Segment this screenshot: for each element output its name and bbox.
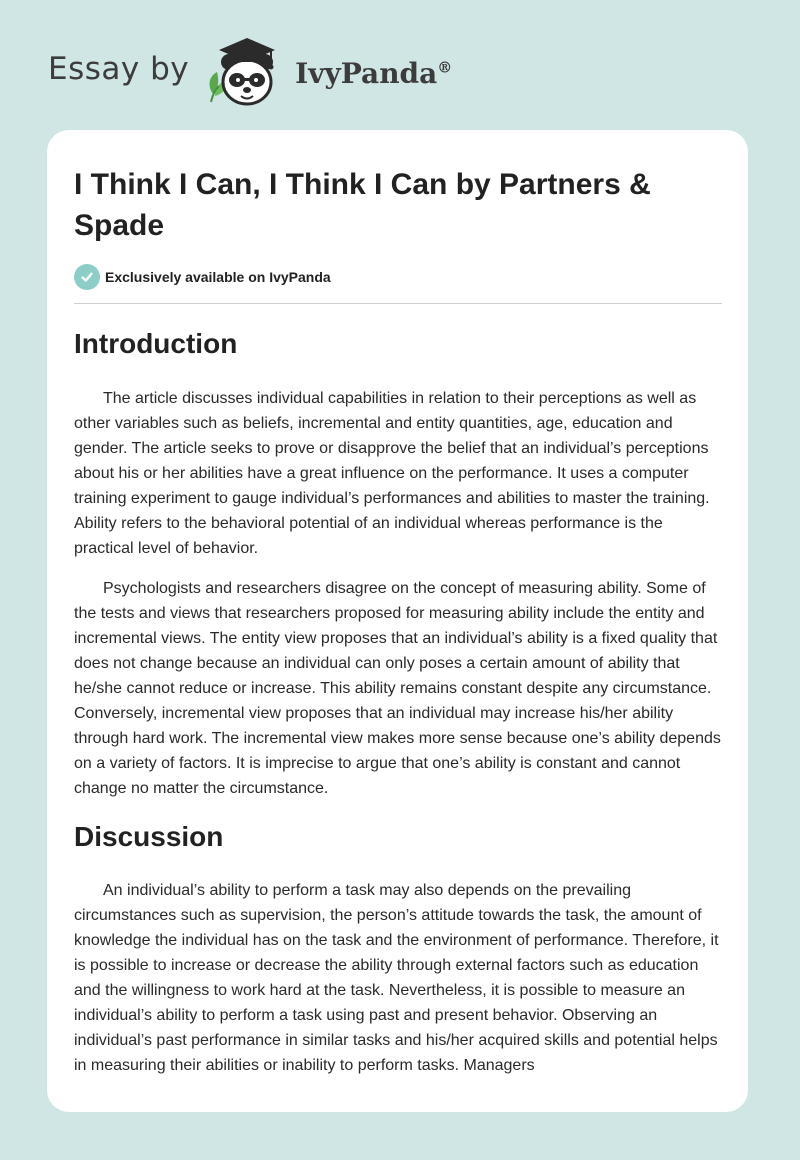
section-heading-introduction: Introduction [74,328,238,359]
exclusive-badge [74,264,331,290]
brand-name [295,57,452,90]
paragraph: Psychologists and researchers disagree on the concept of measuring ability. Some of the tests and views that researchers proposed for measuring ability include the entity and incremental views. The entity view proposes that an individual’s ability is a fixed quality that does not change because an individual can only poses a certain amount of ability that he/she cannot reduce or increase. This ability remains constant despite any circumstance. Conversely, incremental view proposes that an individual may increase his/her ability through hard work. The incremental view makes more sense because one’s ability depends on a variety of factors. It is imprecise to argue that one’s ability is constant and cannot change no matter the circumstance. [74,580,721,797]
check-icon [74,264,100,290]
site-header [48,32,452,112]
essay-card [47,130,748,1112]
divider [74,303,722,304]
brand-label: IvyPanda [295,56,438,90]
paragraph: An individual’s ability to perform a task may also depends on the prevailing circumstances such as supervision, the person’s attitude towards the task, the amount of knowledge the individual has on the task and the environment of performance. Therefore, it is possible to increase or decrease the ability through external factors such as education and the willingness to work hard at the task. Nevertheless, it is possible to measure an individual’s ability to perform a task using past and present behavior. Observing an individual’s past performance in similar tasks and his/her acquired skills and potential helps in measuring their abilities or inability to perform tasks. Managers [74,882,719,1074]
exclusive-label: Exclusively available on IvyPanda [105,269,331,285]
registered-mark: ® [437,58,453,77]
section-heading-discussion: Discussion [74,821,224,852]
essay-title: I Think I Can, I Think I Can by Partners & Spade [74,168,651,242]
paragraph: The article discusses individual capabilities in relation to their perceptions as well as other variables such as beliefs, incremental and entity quantities, age, education and gender. The article seeks to prove or disapprove the belief that an individual’s perceptions about his or her abilities have a great influence on the performance. It uses a computer training experiment to gauge individual’s performances and abilities to master the training. Ability refers to the behavioral potential of an individual whereas performance is the practical level of behavior. [74,390,710,557]
panda-graduate-icon [203,32,289,112]
essay-by-label: Essay by [48,51,190,87]
